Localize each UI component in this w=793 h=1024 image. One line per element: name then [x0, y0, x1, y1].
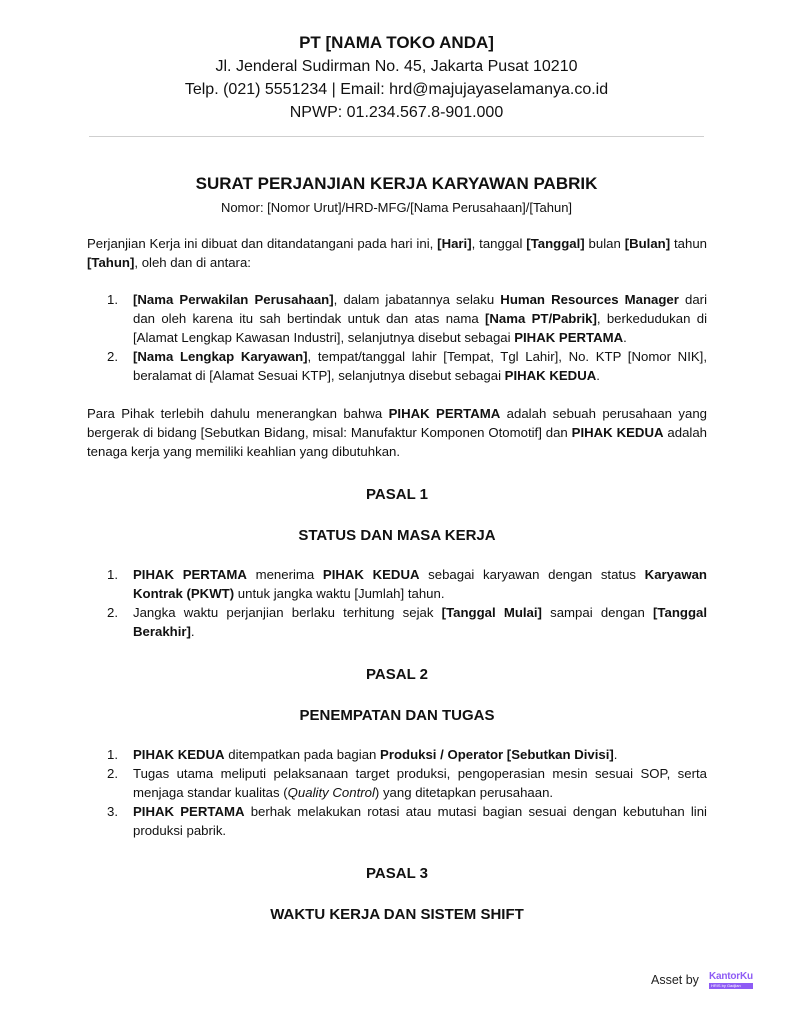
pasal-1-number: PASAL 1	[366, 486, 428, 503]
brand-name: KantorKu	[708, 970, 753, 982]
document-title: SURAT PERJANJIAN KERJA KARYAWAN PABRIK	[195, 174, 598, 193]
company-name: PT [NAMA TOKO ANDA]	[299, 33, 494, 52]
company-npwp: NPWP: 01.234.567.8-901.000	[289, 104, 504, 121]
letterhead	[0, 30, 793, 124]
parties-list	[87, 290, 707, 385]
asset-by-label: Asset by	[651, 973, 699, 987]
company-address: Jl. Jenderal Sudirman No. 45, Jakarta Pusat 10210	[215, 58, 578, 75]
kantorku-logo	[709, 972, 753, 989]
pasal-3-number: PASAL 3	[366, 865, 428, 882]
list-item: 3. PIHAK PERTAMA berhak melakukan rotasi atau mutasi bagian sesuai dengan kebutuhan lini produksi pabrik.	[107, 804, 707, 838]
intro-paragraph: Perjanjian Kerja ini dibuat dan ditandatangani pada hari ini, [Hari], tanggal [Tanggal] bulan [Bulan] tahun [Tahun], oleh dan di antara:	[87, 236, 707, 270]
pasal-2-list	[87, 745, 707, 840]
letterhead-divider	[89, 136, 704, 137]
pasal-2-number: PASAL 2	[366, 666, 428, 683]
company-contact: Telp. (021) 5551234 | Email: hrd@majujayaselamanya.co.id	[184, 81, 609, 98]
pasal-1-list	[87, 565, 707, 641]
pasal-2-title: PENEMPATAN DAN TUGAS	[299, 707, 495, 724]
document-body	[87, 234, 707, 924]
party-item: 2. [Nama Lengkap Karyawan], tempat/tanggal lahir [Tempat, Tgl Lahir], No. KTP [Nomor NIK], beralamat di [Alamat Sesuai KTP], selanjutnya disebut sebagai PIHAK KEDUA.	[107, 349, 707, 383]
party-item: 1. [Nama Perwakilan Perusahaan], dalam jabatannya selaku Human Resources Manager dari dan oleh karena itu sah bertindak untuk dan atas nama [Nama PT/Pabrik], berkedudukan di [Alamat Lengkap Kawasan Industri], selanjutnya disebut sebagai PIHAK PERTAMA.	[107, 292, 708, 345]
list-item: 1. PIHAK PERTAMA menerima PIHAK KEDUA sebagai karyawan dengan status Karyawan Kontrak (PKWT) untuk jangka waktu [Jumlah] tahun.	[107, 567, 707, 601]
list-item: 2. Tugas utama meliputi pelaksanaan target produksi, pengoperasian mesin sesuai SOP, serta menjaga standar kualitas (Quality Control) yang ditetapkan perusahaan.	[107, 766, 707, 800]
footer-attribution	[651, 970, 753, 990]
brand-subtitle: HRIS by Gadjian	[709, 983, 753, 989]
list-item: 1. PIHAK KEDUA ditempatkan pada bagian Produksi / Operator [Sebutkan Divisi].	[107, 747, 618, 762]
pasal-3-title: WAKTU KERJA DAN SISTEM SHIFT	[270, 906, 524, 923]
recital-paragraph: Para Pihak terlebih dahulu menerangkan bahwa PIHAK PERTAMA adalah sebuah perusahaan yang bergerak di bidang [Sebutkan Bidang, misal: Manufaktur Komponen Otomotif] dan PIHAK KEDUA adalah tenaga kerja yang memiliki keahlian yang dibutuhkan.	[87, 406, 708, 459]
pasal-1-title: STATUS DAN MASA KERJA	[298, 527, 496, 544]
document-number: Nomor: [Nomor Urut]/HRD-MFG/[Nama Perusahaan]/[Tahun]	[220, 200, 573, 215]
list-item: 2. Jangka waktu perjanjian berlaku terhitung sejak [Tanggal Mulai] sampai dengan [Tanggal Berakhir].	[107, 605, 707, 639]
